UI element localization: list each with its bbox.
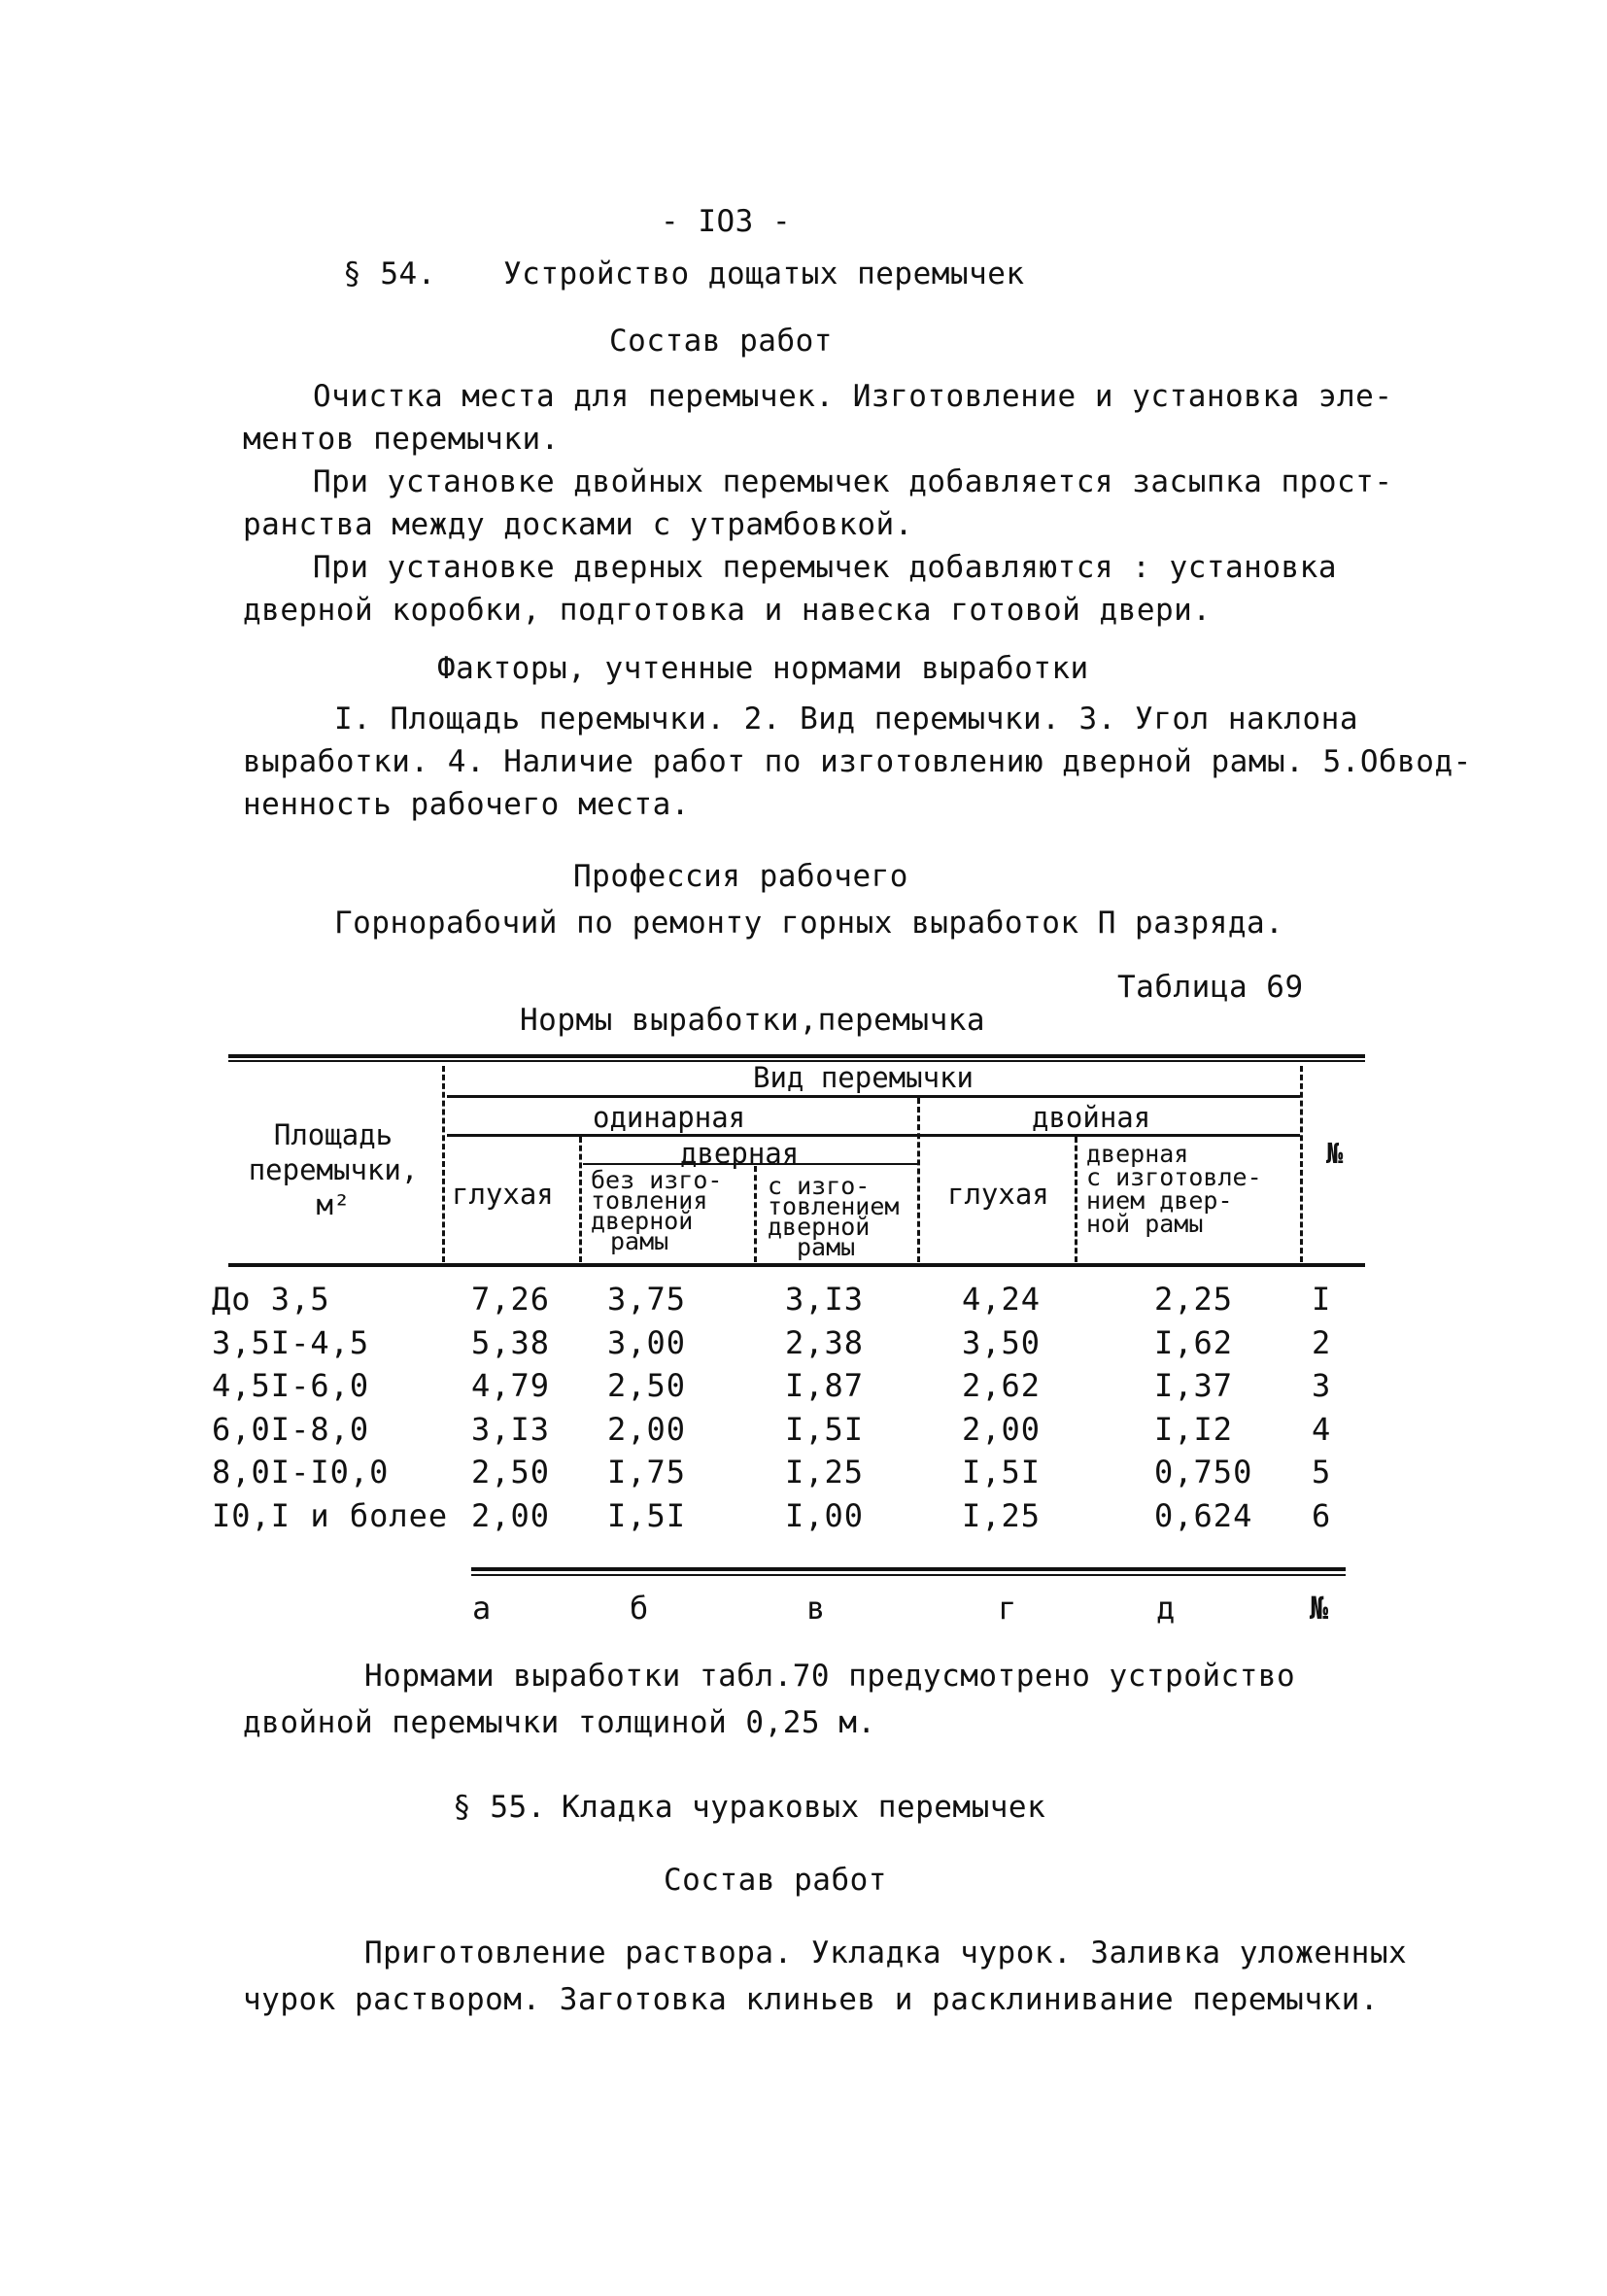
table-cell-b: 2,50 (607, 1367, 687, 1404)
header-no-frame-l2: товления (591, 1186, 708, 1215)
header-blind2: глухая (947, 1178, 1049, 1211)
table-cell-c: I,00 (785, 1496, 865, 1534)
table-cell-b: 3,75 (607, 1281, 687, 1318)
section-55-line1: Приготовление раствора. Укладка чурок. Заливка уложенных (364, 1936, 1408, 1970)
table-cell-e: I,I2 (1154, 1410, 1234, 1448)
table-cell-d: 2,00 (962, 1410, 1042, 1448)
table-header-bottom-rule (228, 1263, 1365, 1267)
vsep-blind (579, 1137, 582, 1262)
table-label: Таблица 69 (1117, 970, 1304, 1005)
table-cell-a: 2,50 (471, 1454, 551, 1491)
table-cell-n: 5 (1312, 1454, 1332, 1491)
vsep-blind2 (1075, 1137, 1077, 1262)
para1-line1: Очистка места для перемычек. Изготовление и установка эле- (313, 379, 1393, 414)
vsep-area (442, 1066, 445, 1262)
footer-col-d: г (998, 1590, 1018, 1627)
header-door-with-l1: дверная (1086, 1140, 1189, 1168)
table-footer-rule (471, 1567, 1346, 1571)
table-cell-n: 3 (1312, 1367, 1332, 1404)
vsep-door-no-frame (754, 1166, 757, 1262)
table-cell-area: До 3,5 (212, 1281, 330, 1318)
table-cell-area: 6,0I-8,0 (212, 1410, 370, 1448)
table-cell-area: 8,0I-I0,0 (212, 1454, 390, 1491)
table-cell-a: 4,79 (471, 1367, 551, 1404)
table-cell-e: 0,750 (1154, 1454, 1253, 1491)
header-door-with-frame (1086, 1140, 1262, 1238)
table-cell-a: 5,38 (471, 1323, 551, 1361)
header-with-frame-l4: рамы (797, 1233, 856, 1261)
table-cell-e: I,62 (1154, 1323, 1234, 1361)
table-cell-d: I,5I (962, 1454, 1042, 1491)
header-no-frame-l3: дверной (591, 1207, 694, 1235)
table-cell-c: 3,I3 (785, 1281, 865, 1318)
rule-under-single-double (447, 1134, 1300, 1137)
factors-line3: ненность рабочего места. (243, 787, 690, 822)
table-cell-c: I,25 (785, 1454, 865, 1491)
header-area-line2: перемычки, (248, 1153, 419, 1186)
header-door: дверная (680, 1137, 800, 1170)
footer-col-c: в (806, 1590, 827, 1627)
table-top-rule (228, 1054, 1365, 1058)
para1-line2: ментов перемычки. (243, 422, 560, 457)
header-no-frame-l4: рамы (610, 1227, 669, 1255)
profession-text: Горнорабочий по ремонту горных выработок П разряда. (334, 906, 1284, 941)
header-door-with-l3: нием двер- (1086, 1186, 1233, 1215)
table-cell-e: I,37 (1154, 1367, 1234, 1404)
para3-line1: При установке дверных перемычек добавляются : установка (313, 550, 1337, 585)
para2-line2: ранства между досками с утрамбовкой. (243, 507, 913, 542)
profession-title: Профессия рабочего (573, 859, 908, 894)
table-cell-n: 4 (1312, 1410, 1332, 1448)
footer-col-n: № (1310, 1590, 1330, 1627)
header-area-line1: Площадь (273, 1118, 393, 1151)
table-cell-d: 2,62 (962, 1367, 1042, 1404)
header-door-with-l4: ной рамы (1086, 1210, 1204, 1238)
table-cell-a: 2,00 (471, 1496, 551, 1534)
header-type: Вид перемычки (753, 1061, 974, 1094)
table-cell-c: 2,38 (785, 1323, 865, 1361)
table-cell-n: 2 (1312, 1323, 1332, 1361)
composition-title: Состав работ (609, 324, 833, 359)
table-cell-n: I (1312, 1281, 1332, 1318)
header-with-frame-l3: дверной (768, 1213, 871, 1241)
rule-under-type (447, 1095, 1300, 1098)
table-cell-b: I,5I (607, 1496, 687, 1534)
table-cell-area: 3,5I-4,5 (212, 1323, 370, 1361)
header-area-line3: м² (316, 1188, 351, 1221)
table-cell-d: 3,50 (962, 1323, 1042, 1361)
section-55-composition-title: Состав работ (664, 1863, 887, 1898)
header-area (231, 1117, 435, 1222)
footer-col-a: а (472, 1590, 493, 1627)
header-no-frame (591, 1166, 723, 1255)
factors-title: Факторы, учтенные нормами выработки (437, 651, 1089, 686)
para3-line2: дверной коробки, подготовка и навеска готовой двери. (243, 593, 1212, 628)
table-cell-c: I,87 (785, 1367, 865, 1404)
section-55-line2: чурок раствором. Заготовка клиньев и расклинивание перемычки. (243, 1982, 1379, 2017)
header-door-with-l2: с изготовле- (1086, 1163, 1262, 1191)
footer-col-e: д (1156, 1590, 1177, 1627)
header-with-frame-l1: с изго- (768, 1172, 871, 1200)
header-no-frame-l1: без изго- (591, 1166, 723, 1194)
section-54-title: Устройство дощатых перемычек (503, 257, 1025, 291)
table-cell-e: 0,624 (1154, 1496, 1253, 1534)
table-cell-d: 4,24 (962, 1281, 1042, 1318)
footer-col-b: б (630, 1590, 650, 1627)
table-cell-e: 2,25 (1154, 1281, 1234, 1318)
vsep-double (1300, 1066, 1303, 1262)
table-title: Нормы выработки,перемычка (520, 1003, 986, 1038)
table-cell-b: 2,00 (607, 1410, 687, 1448)
table-cell-a: 7,26 (471, 1281, 551, 1318)
table-cell-c: I,5I (785, 1410, 865, 1448)
table-cell-area: 4,5I-6,0 (212, 1367, 370, 1404)
vsep-single (917, 1098, 920, 1262)
page-number: - IO3 - (661, 204, 792, 239)
table-cell-b: I,75 (607, 1454, 687, 1491)
header-num: № (1326, 1137, 1344, 1170)
table-cell-d: I,25 (962, 1496, 1042, 1534)
note-line1: Нормами выработки табл.70 предусмотрено устройство (364, 1659, 1296, 1694)
header-single: одинарная (593, 1101, 746, 1134)
table-cell-a: 3,I3 (471, 1410, 551, 1448)
section-55-number: § 55. (453, 1790, 546, 1825)
factors-line1: I. Площадь перемычки. 2. Вид перемычки. 3. Угол наклона (334, 702, 1358, 737)
section-55-title: Кладка чураковых перемычек (562, 1790, 1046, 1825)
table-cell-n: 6 (1312, 1496, 1332, 1534)
para2-line1: При установке двойных перемычек добавляется засыпка прост- (313, 464, 1393, 499)
table-footer-rule-2 (471, 1574, 1346, 1576)
header-with-frame (768, 1172, 900, 1261)
note-line2: двойной перемычки толщиной 0,25 м. (243, 1705, 876, 1740)
header-double: двойная (1032, 1101, 1151, 1134)
header-with-frame-l2: товлением (768, 1192, 900, 1220)
header-blind: глухая (452, 1178, 554, 1211)
table-cell-area: I0,I и более (212, 1496, 449, 1534)
section-54-number: § 54. (343, 257, 436, 291)
factors-line2: выработки. 4. Наличие работ по изготовлению дверной рамы. 5.Обвод- (243, 744, 1472, 779)
table-cell-b: 3,00 (607, 1323, 687, 1361)
